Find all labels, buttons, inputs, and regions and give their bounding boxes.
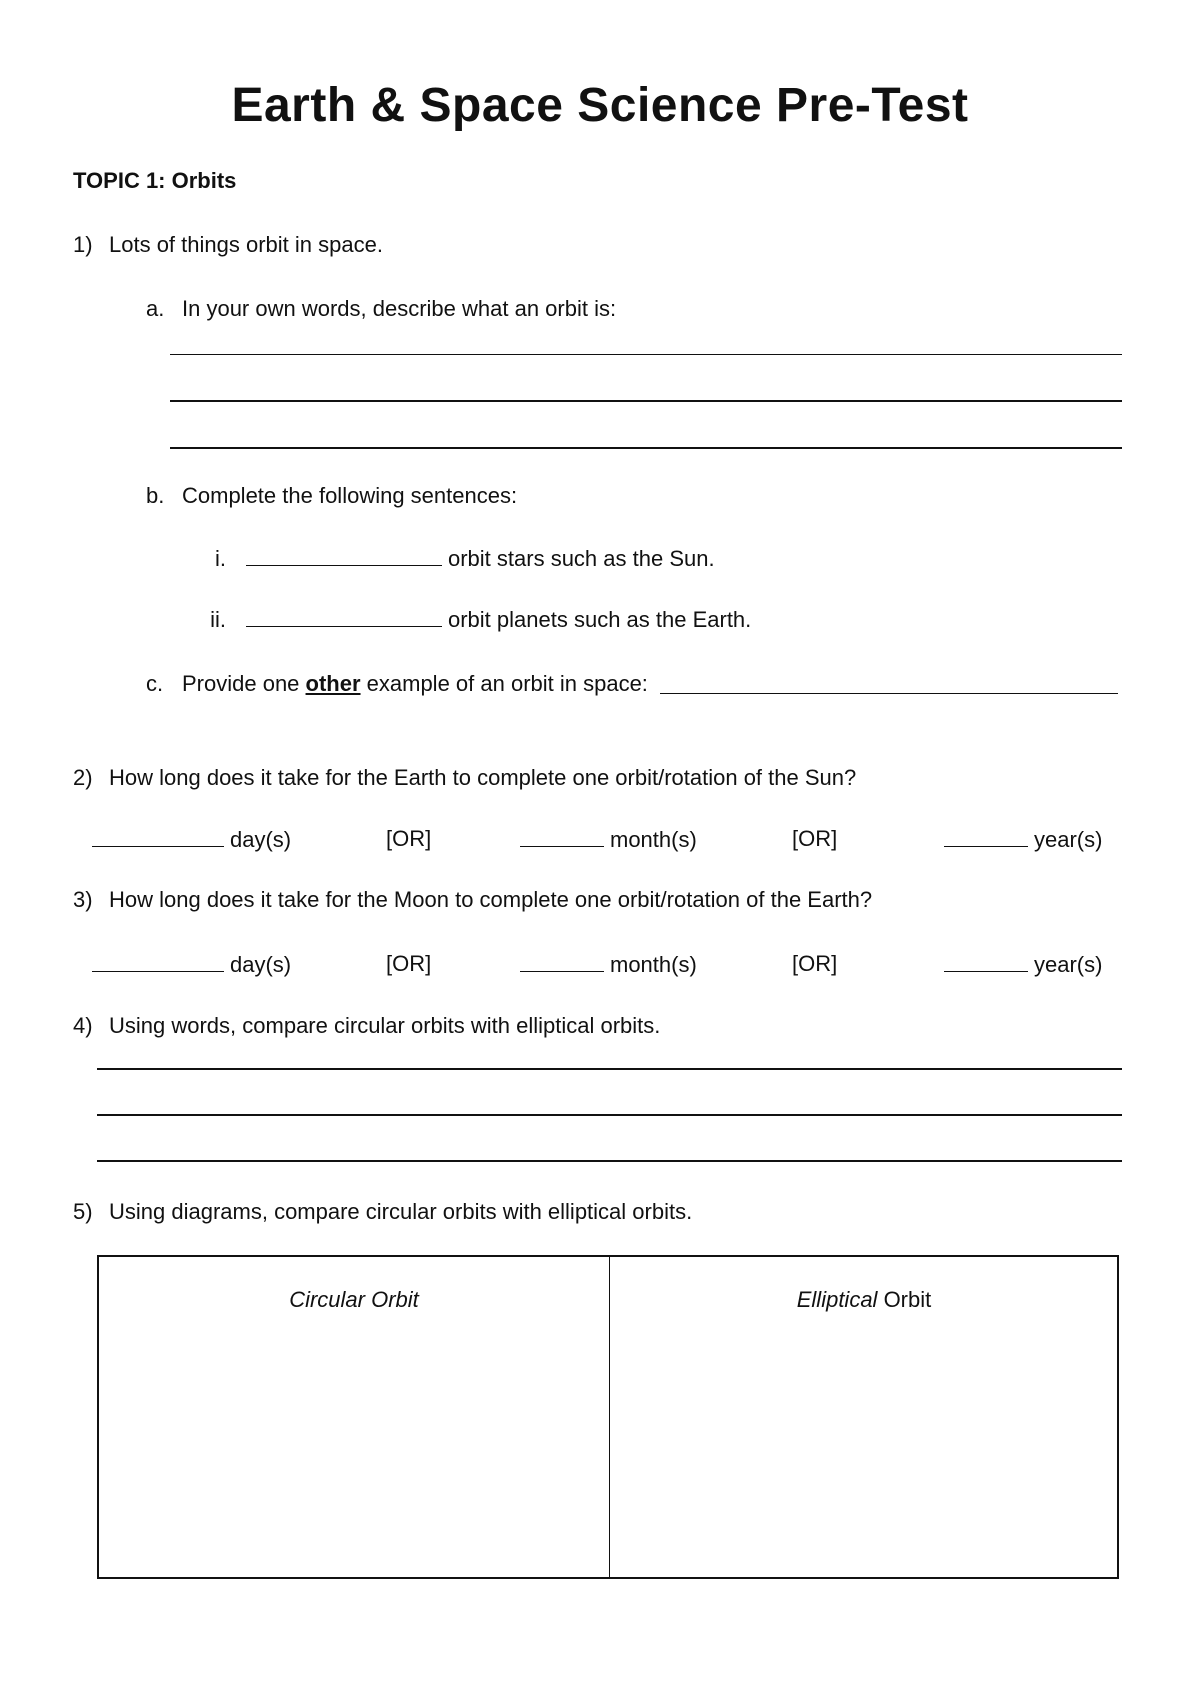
question-1 (73, 232, 383, 258)
option-label: day(s) (230, 952, 292, 977)
question-number: 5) (73, 1199, 93, 1224)
question-5 (73, 1199, 692, 1225)
sub-text-after: example of an orbit in space: (360, 671, 648, 696)
q2-or-1: [OR] (386, 826, 432, 851)
question-number: 2) (73, 765, 93, 790)
fill-blank[interactable] (92, 951, 224, 972)
q2-option-day (92, 826, 291, 853)
fill-blank[interactable] (246, 606, 442, 627)
answer-line-1a-3[interactable] (170, 447, 1122, 449)
question-text: Using diagrams, compare circular orbits with elliptical orbits. (109, 1199, 693, 1224)
roman-label: ii. (210, 607, 226, 632)
answer-line-4-3[interactable] (97, 1160, 1122, 1162)
sentence-text: orbit planets such as the Earth. (448, 607, 752, 632)
question-number: 1) (73, 232, 93, 257)
answer-line-4-1[interactable] (97, 1068, 1122, 1070)
question-1a (146, 296, 616, 322)
header-rest: Orbit (877, 1287, 932, 1312)
option-label: year(s) (1034, 827, 1103, 852)
fill-blank[interactable] (944, 951, 1028, 972)
question-text: How long does it take for the Earth to complete one orbit/rotation of the Sun? (109, 765, 857, 790)
option-label: month(s) (610, 952, 697, 977)
q2-or-2: [OR] (792, 826, 838, 851)
sub-text: In your own words, describe what an orbit is: (182, 296, 617, 321)
q2-option-year (944, 826, 1102, 853)
q2-option-month (520, 826, 697, 853)
fill-blank[interactable] (92, 826, 224, 847)
q3-option-year (944, 951, 1102, 978)
q3-or-2: [OR] (792, 951, 838, 976)
question-3 (73, 887, 872, 913)
sub-label: b. (146, 483, 165, 508)
option-label: year(s) (1034, 952, 1103, 977)
topic-heading: TOPIC 1: Orbits (73, 168, 237, 193)
fill-blank[interactable] (520, 826, 604, 847)
option-label: month(s) (610, 827, 697, 852)
question-text: Using words, compare circular orbits with elliptical orbits. (109, 1013, 661, 1038)
option-label: day(s) (230, 827, 292, 852)
question-1b (146, 483, 517, 509)
question-1b-ii (196, 606, 751, 633)
header-italic: Elliptical (796, 1287, 878, 1312)
sub-text-before: Provide one (182, 671, 306, 696)
question-text: How long does it take for the Moon to complete one orbit/rotation of the Earth? (109, 887, 873, 912)
fill-blank[interactable] (520, 951, 604, 972)
elliptical-orbit-header (609, 1287, 1119, 1313)
question-1c (146, 671, 648, 697)
emphasis-word: other (305, 671, 361, 696)
q3-or-1: [OR] (386, 951, 432, 976)
question-2 (73, 765, 856, 791)
question-number: 3) (73, 887, 93, 912)
circular-orbit-drawing-area[interactable] (99, 1327, 607, 1577)
diagram-table (97, 1255, 1119, 1579)
question-1b-i (196, 545, 715, 572)
sub-label: c. (146, 671, 164, 696)
elliptical-orbit-drawing-area[interactable] (611, 1327, 1117, 1577)
q3-option-month (520, 951, 697, 978)
fill-blank[interactable] (246, 545, 442, 566)
answer-line-1a-2[interactable] (170, 400, 1122, 402)
question-4 (73, 1013, 660, 1039)
circular-orbit-header: Circular Orbit (289, 1287, 419, 1312)
fill-blank[interactable] (944, 826, 1028, 847)
question-number: 4) (73, 1013, 93, 1038)
q3-option-day (92, 951, 291, 978)
roman-label: i. (215, 546, 226, 571)
sub-text: Complete the following sentences: (182, 483, 518, 508)
sentence-text: orbit stars such as the Sun. (448, 546, 715, 571)
answer-line-4-2[interactable] (97, 1114, 1122, 1116)
answer-line-1a-1[interactable] (170, 354, 1122, 355)
question-text: Lots of things orbit in space. (109, 232, 383, 257)
sub-label: a. (146, 296, 165, 321)
answer-line-1c[interactable] (660, 693, 1118, 694)
page-title: Earth & Space Science Pre-Test (231, 79, 969, 132)
